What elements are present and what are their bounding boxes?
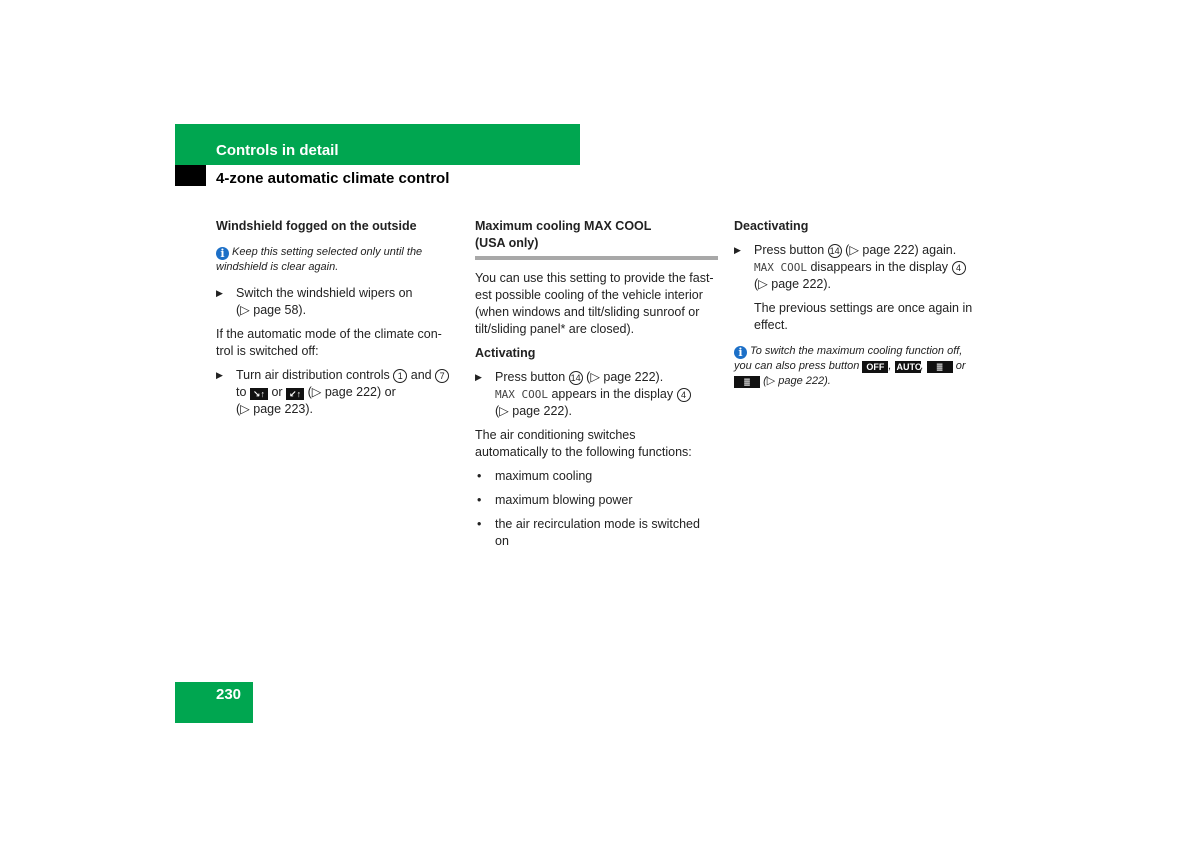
list-item: • the air recirculation mode is switched on <box>477 517 700 548</box>
step-arrow-icon: ▶ <box>734 245 741 255</box>
rear-climate-button-icon: ≣ <box>734 376 760 388</box>
paragraph-auto-mode: If the automatic mode of the climate con- trol is switched off: <box>216 327 442 358</box>
section-title: Controls in detail <box>216 142 339 159</box>
display-text-max-cool: MAX COOL <box>754 261 807 274</box>
heading-usa-only: (USA only) <box>475 236 539 250</box>
step-arrow-icon: ▶ <box>216 288 223 298</box>
rear-defrost-button-icon: ≣ <box>927 361 953 373</box>
info-icon: i <box>216 247 229 260</box>
page-reference: (▷ page 223). <box>236 402 314 416</box>
paragraph-max-cool: You can use this setting to provide the fast- est possible cooling of the vehicle interior (when windows and tilt/sliding sunroof or tilt/sliding panel* are closed). <box>475 271 714 336</box>
step-wipers: ▶ Switch the windshield wipers on (▷ page 58). <box>216 285 458 319</box>
paragraph-functions: The air conditioning switches automatically to the following functions: <box>475 428 692 459</box>
auto-button-icon: AUTO <box>896 362 922 372</box>
display-text-max-cool: MAX COOL <box>495 388 548 401</box>
heading-deactivating: Deactivating <box>734 219 809 233</box>
airflow-defrost-footwell-icon: ↙↑ <box>286 388 304 400</box>
step-deactivate: ▶ Press button 14 (▷ page 222) again. MAX COOL disappears in the display 4 (▷ page 222). The previous settings are once again in effect. <box>734 242 976 334</box>
list-item: • maximum blowing power <box>477 493 633 507</box>
column-deactivating <box>734 218 976 389</box>
bullet-icon: • <box>477 469 482 483</box>
button-number-14: 14 <box>570 373 581 383</box>
page-reference: (▷ page 222). <box>754 277 832 291</box>
heading-windshield-fogged: Windshield fogged on the outside <box>216 219 417 233</box>
page-reference: (▷ page 222). <box>495 404 573 418</box>
step-air-distribution: ▶ Turn air distribution controls 1 and 7 to ↘↑ or ↙↑ (▷ page 222) or (▷ page 223). <box>216 367 458 418</box>
step-arrow-icon: ▶ <box>475 372 482 382</box>
bullet-icon: • <box>477 517 482 531</box>
display-number-4: 4 <box>677 388 691 402</box>
header-black-tab <box>175 165 206 186</box>
step-activate: ▶ Press button 14 (▷ page 222). MAX COOL appears in the display 4 (▷ page 222). <box>475 369 718 420</box>
button-number-14: 14 <box>829 246 840 256</box>
control-number-1: 1 <box>393 369 407 383</box>
control-number-7: 7 <box>435 369 449 383</box>
info-icon: i <box>734 346 747 359</box>
list-item: • maximum cooling <box>477 469 593 483</box>
step-arrow-icon: ▶ <box>216 370 223 380</box>
off-button-icon: OFF <box>862 361 888 373</box>
subheading-activating: Activating <box>475 346 536 360</box>
airflow-defrost-icon: ↘↑ <box>250 388 268 400</box>
info-note: i Keep this setting selected only until the windshield is clear again. <box>216 246 423 273</box>
display-number-4: 4 <box>952 261 966 275</box>
column-windshield <box>216 218 458 418</box>
info-note: i To switch the maximum cooling function off, you can also press button OFF , AUTO, ≣ or ≣ (▷ page 222). <box>734 345 966 387</box>
bullet-icon: • <box>477 493 482 507</box>
subsection-title: 4-zone automatic climate control <box>216 170 450 187</box>
column-max-cool <box>475 218 718 550</box>
page-reference: (▷ page 58). <box>236 303 307 317</box>
page-number-tab <box>175 682 253 723</box>
page-number: 230 <box>216 686 242 703</box>
heading-max-cool: Maximum cooling MAX COOL <box>475 219 652 233</box>
